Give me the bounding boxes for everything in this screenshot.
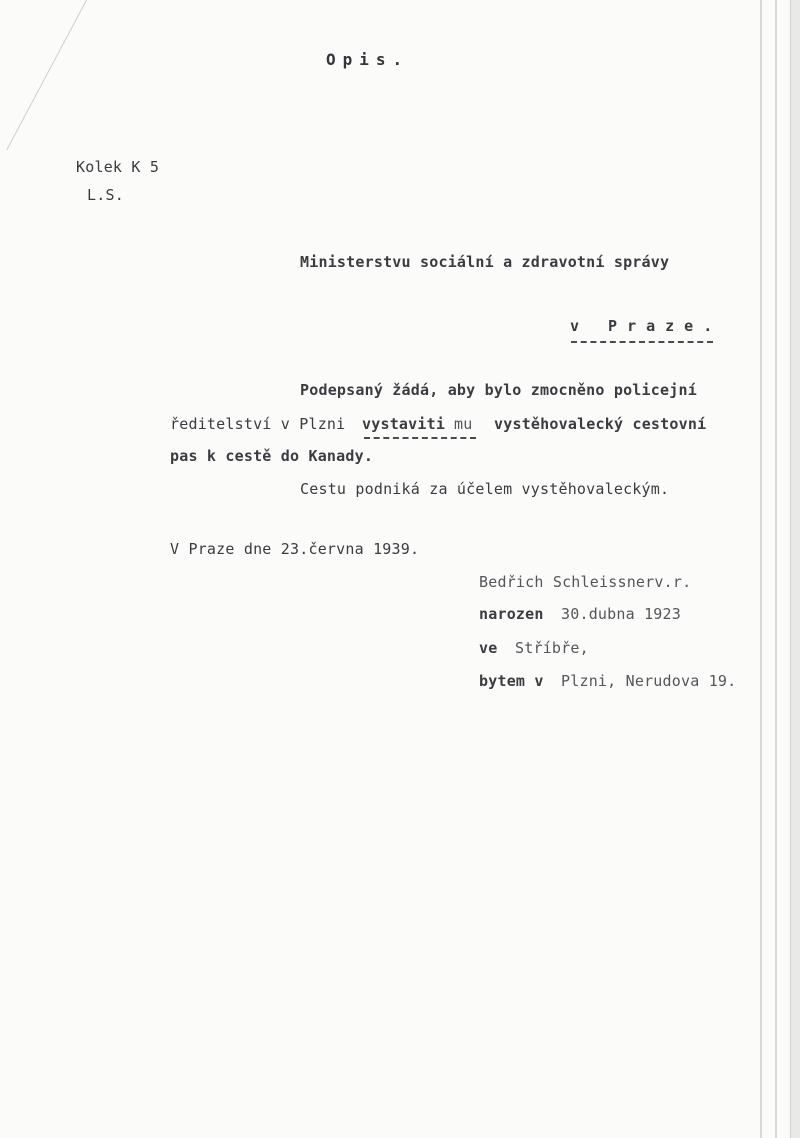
body-line-1: Podepsaný žádá, aby bylo zmocněno policejní (300, 381, 697, 399)
body-line-2d: vystěhovalecký cestovní (494, 415, 707, 433)
body-line-4: Cestu podniká za účelem vystěhovaleckým. (300, 480, 670, 498)
vystaviti-underline (364, 437, 476, 439)
born-label: narozen (479, 605, 544, 623)
signer-name: Bedřich Schleissnerv.r. (479, 573, 692, 591)
body-line-2b: vystaviti (362, 415, 446, 433)
body-line-3: pas k cestě do Kanady. (170, 447, 374, 465)
residence-label: bytem v (479, 672, 544, 690)
body-line-2a: ředitelství v Plzni (170, 415, 346, 433)
page-fold-edge (0, 0, 87, 150)
residence-value: Plzni, Nerudova 19. (561, 672, 737, 690)
addressee-line-2: v Praze. (570, 317, 723, 335)
right-paper-edge (760, 0, 762, 1138)
born-date: 30.dubna 1923 (561, 605, 681, 623)
document-heading: Opis. (326, 50, 410, 69)
right-paper-edge-2 (775, 0, 777, 1138)
addressee-underline (571, 341, 713, 343)
place-label: ve (479, 639, 498, 657)
date-line: V Praze dne 23.června 1939. (170, 540, 420, 558)
body-line-2c: mu (454, 415, 473, 433)
addressee-line-1: Ministerstvu sociální a zdravotní správy (300, 253, 670, 271)
stamp-line-1: Kolek K 5 (76, 158, 160, 176)
stamp-line-2: L.S. (87, 186, 124, 204)
place-value: Stříbře, (515, 639, 589, 657)
